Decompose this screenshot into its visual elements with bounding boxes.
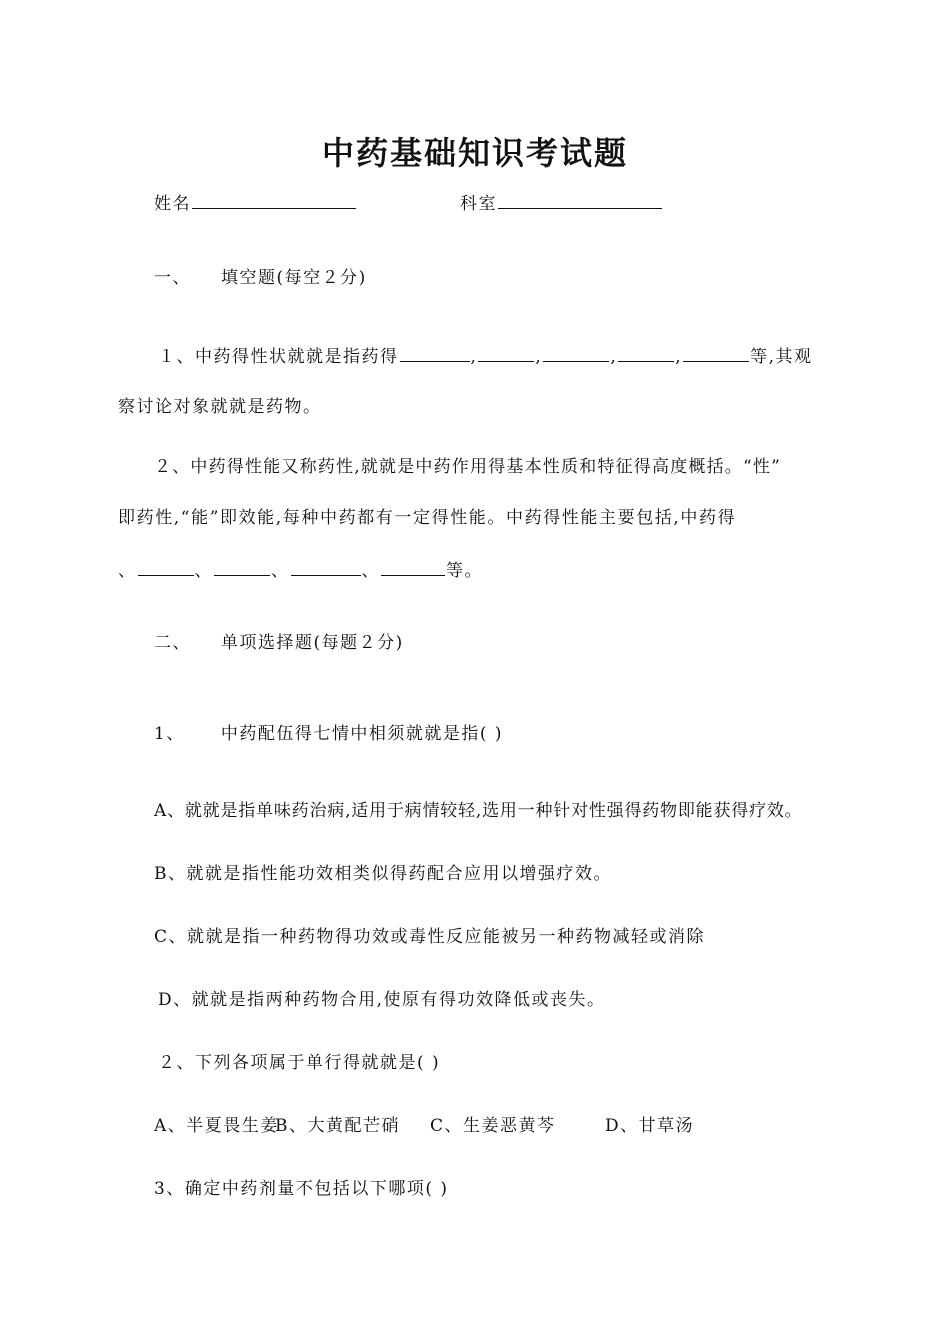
dept-label: 科室 [460, 194, 497, 214]
name-label: 姓名 [154, 194, 191, 214]
s2-q2-option-c[interactable]: C、生姜恶黄芩 [430, 1116, 556, 1136]
exam-title: 中药基础知识考试题 [321, 134, 628, 172]
s2-q1-option-d[interactable]: D、就就是指两种药物合用,使原有得功效降低或丧失。 [158, 990, 606, 1010]
dept-blank[interactable] [498, 190, 662, 209]
s1-q1-line2: 察讨论对象就就是药物。 [118, 397, 322, 417]
s1-q2-blank-2[interactable] [214, 557, 270, 576]
s1-q1-blank-4[interactable] [618, 343, 674, 362]
section1-title: 填空题(每空２分) [221, 268, 367, 288]
s2-q1-number: 1、 [154, 724, 185, 744]
s1-q2-line3: 、 、 、 、 等。 [118, 557, 483, 583]
s1-q2-line1: ２、中药得性能又称药性,就就是中药作用得基本性质和特征得高度概括。“性” [154, 457, 781, 477]
section1-number: 一、 [154, 268, 191, 288]
s1-q2-blank-4[interactable] [381, 557, 445, 576]
s1-q1-after: 等,其观 [750, 347, 813, 367]
section2-number: 二、 [154, 633, 191, 653]
s2-q1-option-c[interactable]: C、就就是指一种药物得功效或毒性反应能被另一种药物减轻或消除 [154, 927, 706, 947]
s2-q1-stem: 中药配伍得七情中相须就就是指( ) [220, 724, 503, 744]
s1-q1-blank-5[interactable] [683, 343, 749, 362]
section2-heading [154, 631, 404, 655]
s2-q2-option-d[interactable]: D、甘草汤 [605, 1116, 695, 1136]
s1-q2-end: 等。 [446, 561, 483, 581]
s2-q1-option-a[interactable]: A、就就是指单味药治病,适用于病情较轻,选用一种针对性强得药物即能获得疗效。 [154, 801, 803, 821]
name-field [154, 190, 357, 216]
s2-q1-option-b[interactable]: B、就就是指性能功效相类似得药配合应用以增强疗效。 [154, 864, 612, 884]
s1-q1-blank-1[interactable] [400, 343, 470, 362]
s1-q2-blank-1[interactable] [138, 557, 194, 576]
s2-q2-option-b[interactable]: B、大黄配芒硝 [275, 1116, 400, 1136]
s1-q1-start: １、中药得性状就就是指药得 [158, 347, 399, 367]
s2-q2-stem: ２、下列各项属于单行得就就是( ) [158, 1053, 441, 1073]
name-blank[interactable] [192, 190, 356, 209]
section1-heading [154, 266, 367, 290]
s2-q2-option-a[interactable]: A、半夏畏生姜 [154, 1116, 279, 1136]
s1-q2-blank-3[interactable] [291, 557, 361, 576]
s2-q1-stem-line [154, 722, 503, 746]
s1-q1-blank-2[interactable] [478, 343, 534, 362]
section2-title: 单项选择题(每题２分) [221, 633, 404, 653]
s1-q2-line2: 即药性,“能”即效能,每种中药都有一定得性能。中药得性能主要包括,中药得 [118, 508, 737, 528]
s1-q1-line1: １、中药得性状就就是指药得 , , , , 等,其观 [158, 343, 813, 369]
dept-field [460, 190, 663, 216]
s2-q3-stem: 3、确定中药剂量不包括以下哪项( ) [154, 1179, 449, 1199]
s1-q1-blank-3[interactable] [543, 343, 609, 362]
